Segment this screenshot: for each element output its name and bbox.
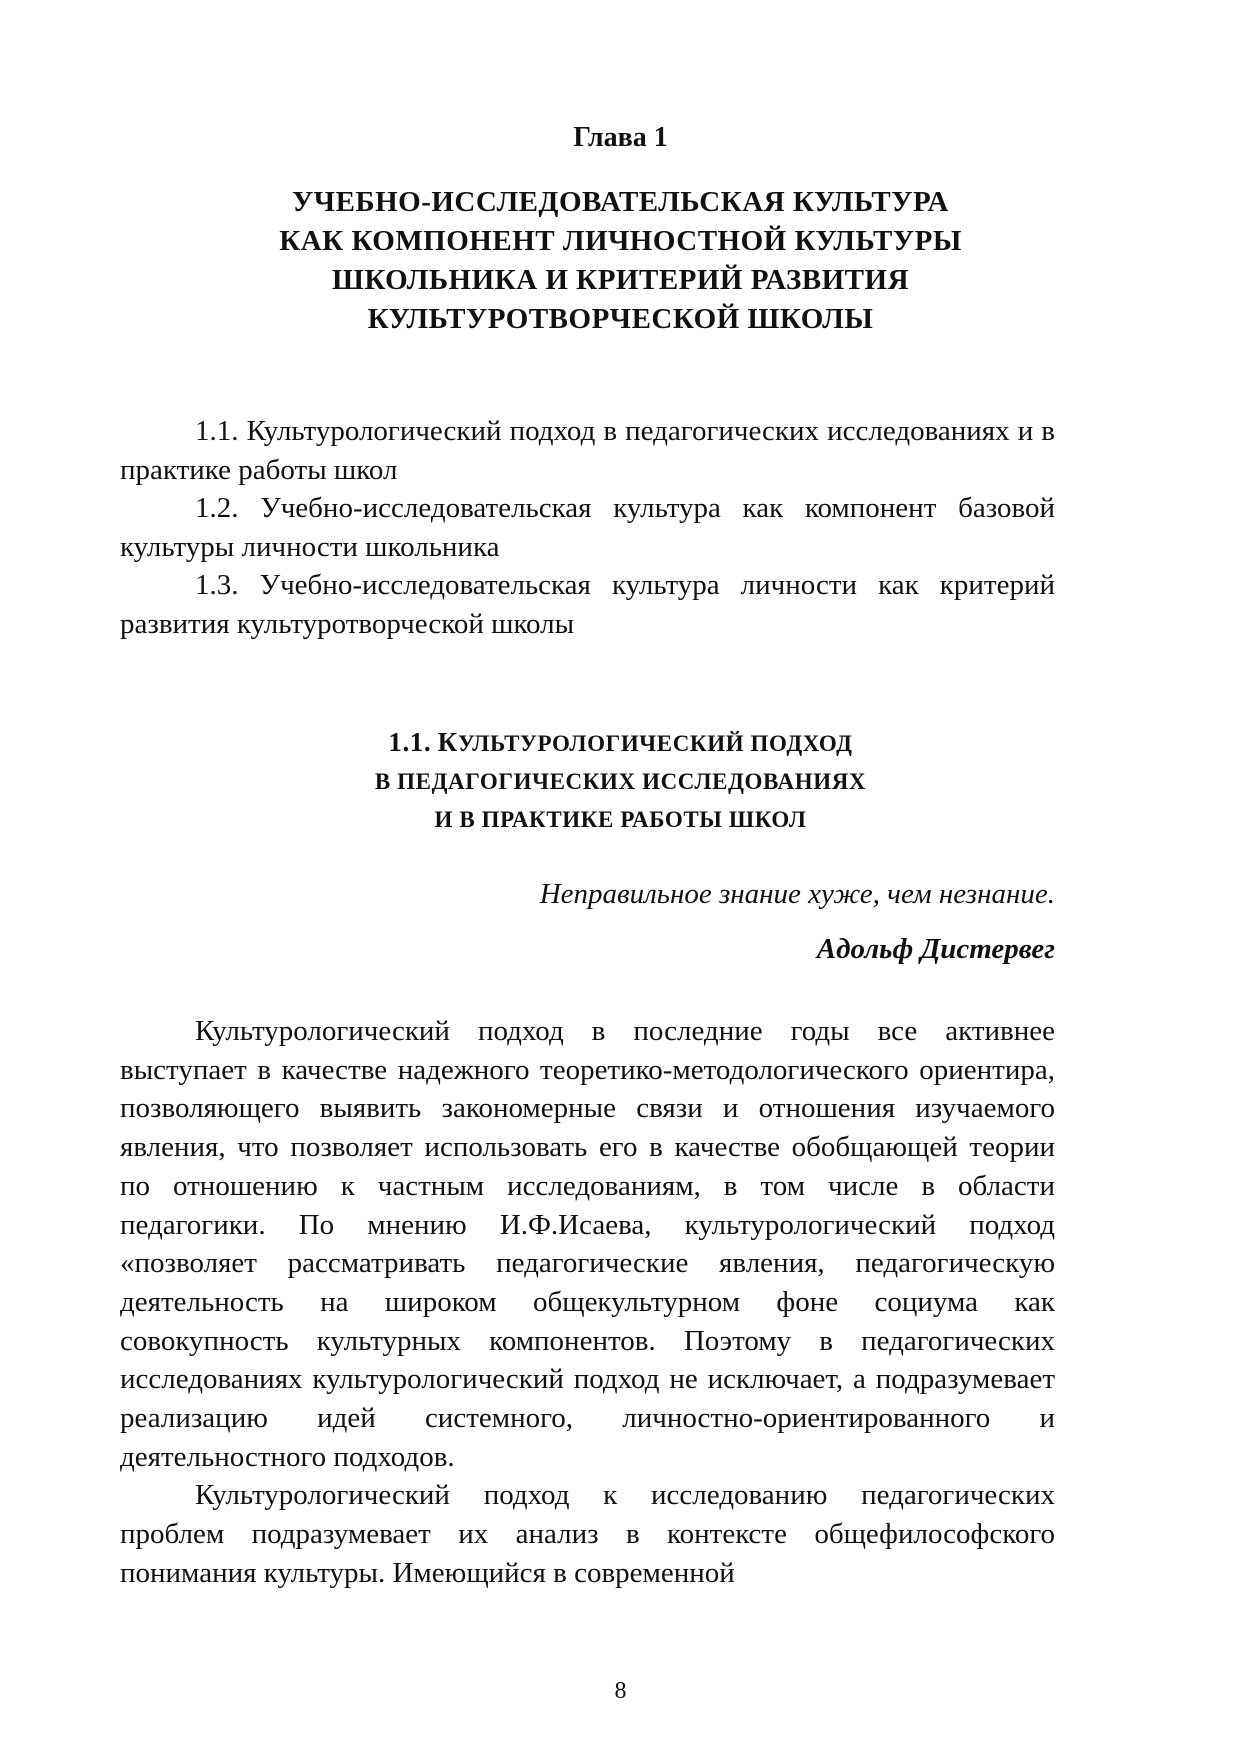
paragraph: Культурологический подход в последние годы все активнее выступает в качестве надежного теоретико-методологического ориентира, позволяющего выявить закономерные связи и отношения изучаемого явления, что позволяет использовать его в качестве обобщающей теории по отношению к частным исследованиям, в том числе в области педагогики. По мнению И.Ф.Исаева, культурологический подход «позволяет рассматривать педагогические явления, педагогическую деятельность на широком общекультурном фоне социума как совокупность культурных компонентов. Поэтому в педагогических исследованиях культурологический подход не исключает, а подразумевает реализацию идей системного, личностно-ориентированного и деятельностного подходов. xyxy=(120,1015,1055,1473)
toc-entry[interactable]: 1.3. Учебно-исследовательская культура личности как критерий развития культуротворческой школы xyxy=(120,569,1055,640)
section-heading-line-3: И В ПРАКТИКЕ РАБОТЫ ШКОЛ xyxy=(434,807,807,832)
body-text xyxy=(120,1012,1055,1593)
section-heading xyxy=(0,723,1241,839)
chapter-label: Глава 1 xyxy=(573,122,668,153)
epigraph-author: Адольф Дистервег xyxy=(816,933,1055,965)
epigraph-quote: Неправильное знание хуже, чем незнание. xyxy=(539,878,1055,910)
paragraph: Культурологический подход к исследованию педагогических проблем подразумевает их анализ в контексте общефилософского понимания культуры. Имеющийся в современной xyxy=(120,1479,1055,1589)
chapter-title-line: КУЛЬТУРОТВОРЧЕСКОЙ ШКОЛЫ xyxy=(367,303,874,335)
chapter-title-line: УЧЕБНО-ИССЛЕДОВАТЕЛЬСКАЯ КУЛЬТУРА xyxy=(292,186,949,218)
section-heading-line1-rest: УЛЬТУРОЛОГИЧЕСКИЙ ПОДХОД xyxy=(457,731,853,756)
table-of-contents xyxy=(120,412,1055,643)
section-number: 1.1. xyxy=(388,727,432,757)
section-heading-line-1 xyxy=(0,723,1241,763)
chapter-title-line: КАК КОМПОНЕНТ ЛИЧНОСТНОЙ КУЛЬТУРЫ xyxy=(279,225,962,257)
section-heading-first-letter: К xyxy=(437,727,458,757)
page-number: 8 xyxy=(614,1678,627,1704)
section-heading-line-2: В ПЕДАГОГИЧЕСКИХ ИССЛЕДОВАНИЯХ xyxy=(374,769,867,794)
chapter-title-line: ШКОЛЬНИКА И КРИТЕРИЙ РАЗВИТИЯ xyxy=(331,264,910,296)
toc-entry[interactable]: 1.2. Учебно-исследовательская культура как компонент базовой культуры личности школьника xyxy=(120,492,1055,563)
toc-entry[interactable]: 1.1. Культурологический подход в педагогических исследованиях и в практике работы школ xyxy=(120,415,1055,486)
chapter-title xyxy=(0,183,1241,339)
